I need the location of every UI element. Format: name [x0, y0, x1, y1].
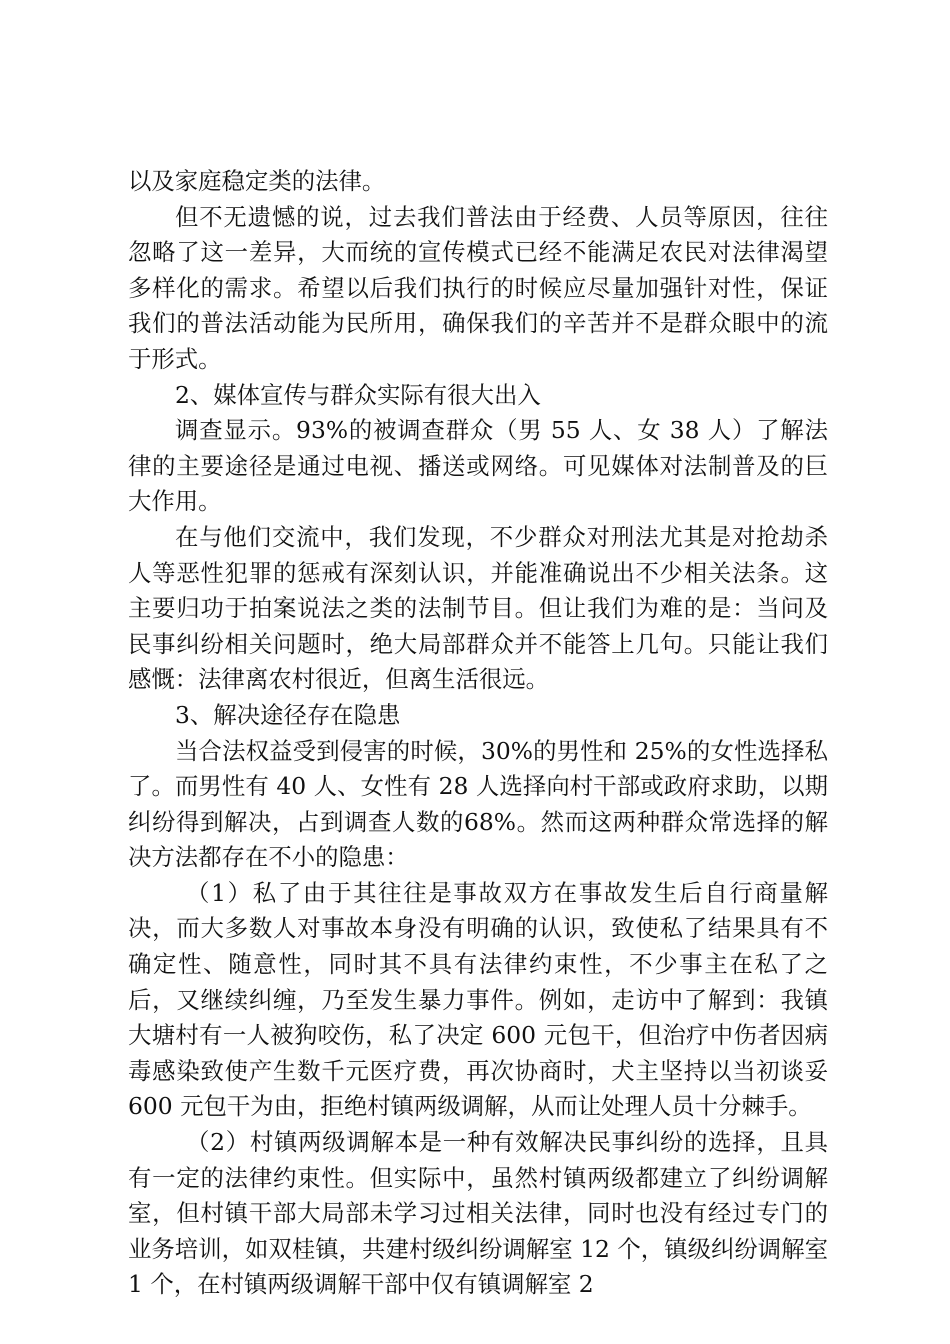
- paragraph-family-stability-law: 以及家庭稳定类的法律。: [128, 167, 386, 195]
- paragraph-two-level-mediation: （2）村镇两级调解本是一种有效解决民事纠纷的选择，且具有一定的法律约束性。但实际中，虽然村镇两级都建立了纠纷调解室，但村镇干部大局部未学习过相关法律，同时也没有经过专门的业务培训，如双桂镇，共建村级纠纷调解室 12 个，镇级纠纷调解室 1 个，在村镇两级调解干部中仅有镇调解室 2: [128, 1128, 828, 1299]
- section-heading-media-gap: 2、媒体宣传与群众实际有很大出入: [175, 380, 541, 409]
- paragraph-survey-result: 调查显示。93%的被调查群众（男 55 人、女 38 人）了解法律的主要途径是通过电视、播送或网络。可见媒体对法制普及的巨大作用。: [128, 416, 828, 516]
- paragraph-criminal-law-awareness: 在与他们交流中，我们发现，不少群众对刑法尤其是对抢劫杀人等恶性犯罪的惩戒有深刻认识，并能准确说出不少相关法条。这主要归功于拍案说法之类的法制节目。但让我们为难的是：当问及民事纠纷相关问题时，绝大局部群众并不能答上几句。只能让我们感慨：法律离农村很近，但离生活很远。: [128, 522, 828, 694]
- section-heading-resolution-risks: 3、解决途径存在隐患: [175, 700, 401, 729]
- document-body: [128, 164, 828, 1303]
- paragraph-regret-legal-education: 但不无遗憾的说，过去我们普法由于经费、人员等原因，往往忽略了这一差异，大而统的宣传模式已经不能满足农民对法律渴望多样化的需求。希望以后我们执行的时候应尽量加强针对性，保证我们的普法活动能为民所用，确保我们的辛苦并不是群众眼中的流于形式。: [128, 202, 828, 373]
- paragraph-resolution-choices: 当合法权益受到侵害的时候，30%的男性和 25%的女性选择私了。而男性有 40 人、女性有 28 人选择向村干部或政府求助，以期纠纷得到解决，占到调查人数的68%。然而这两种群众常选择的解决方法都存在不小的隐患：: [128, 736, 828, 872]
- paragraph-private-settlement: （1）私了由于其往往是事故双方在事故发生后自行商量解决，而大多数人对事故本身没有明确的认识，致使私了结果具有不确定性、随意性，同时其不具有法律约束性，不少事主在私了之后，又继续纠缠，乃至发生暴力事件。例如，走访中了解到：我镇大塘村有一人被狗咬伤，私了决定 600 元包干，但治疗中伤者因病毒感染致使产生数千元医疗费，再次协商时，犬主坚持以当初谈妥 600 元包干为由，拒绝村镇两级调解，从而让处理人员十分棘手。: [128, 878, 828, 1121]
